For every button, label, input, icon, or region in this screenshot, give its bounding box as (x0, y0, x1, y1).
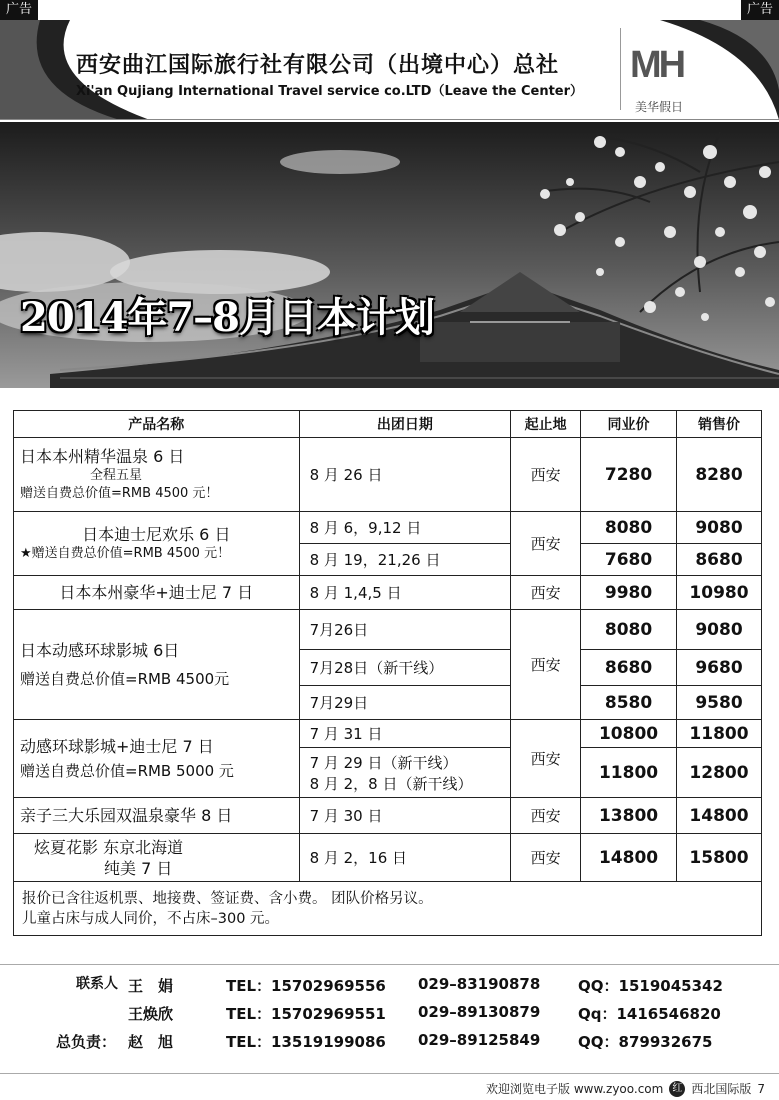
trade-price: 14800 (581, 834, 677, 882)
contact-row (0, 1031, 779, 1057)
logo-mh: MH (630, 44, 684, 86)
retail-price: 9080 (677, 512, 762, 544)
product-cell (14, 512, 300, 576)
price-table (13, 410, 762, 936)
table-row (14, 512, 762, 544)
company-name-en: Xi'an Qujiang International Travel service co.LTD（Leave the Center） (76, 84, 584, 99)
contact-name: 王焕欣 (128, 1005, 174, 1023)
retail-price: 9680 (677, 650, 762, 686)
qq-number: 1416546820 (616, 1005, 721, 1023)
contacts-section (0, 964, 779, 1074)
table-row (14, 438, 762, 512)
departure-city: 西安 (511, 834, 581, 882)
contact-phone: 029–89130879 (418, 1003, 541, 1021)
departure-city: 西安 (511, 576, 581, 610)
qq-label: QQ： (578, 977, 619, 995)
product-note: 赠送自费总价值=RMB 4500 元！ (20, 486, 219, 501)
logo-divider (620, 28, 621, 110)
table-row (14, 576, 762, 610)
company-name-cn: 西安曲江国际旅行社有限公司（出境中心）总社 (76, 53, 560, 78)
product-name: 日本本州精华温泉 6 日 (20, 447, 185, 466)
contact-name: 赵 旭 (128, 1033, 174, 1051)
ad-label-left: 广告 (0, 0, 38, 20)
retail-price: 9080 (677, 610, 762, 650)
retail-price: 11800 (677, 720, 762, 748)
contact-qq (578, 1031, 712, 1052)
departure-city: 西安 (511, 438, 581, 512)
product-cell (14, 438, 300, 512)
retail-price: 12800 (677, 748, 762, 798)
retail-price: 14800 (677, 798, 762, 834)
departure-city: 西安 (511, 798, 581, 834)
contact-row (0, 1003, 779, 1029)
contact-qq (578, 1003, 721, 1024)
trade-price: 11800 (581, 748, 677, 798)
header-trade-price: 同业价 (581, 411, 677, 438)
tel-label: TEL： (226, 977, 272, 995)
departure-date: 8 月 26 日 (299, 438, 511, 512)
table-row (14, 798, 762, 834)
contact-mobile (226, 1003, 386, 1024)
contact-mobile (226, 1031, 386, 1052)
table-row (14, 610, 762, 650)
product-cell (14, 610, 300, 720)
product-name: 纯美 7 日 (104, 858, 173, 878)
departure-date: 8 月 6，9,12 日 (299, 512, 511, 544)
departure-date: 7 月 31 日 (299, 720, 511, 748)
banner (0, 122, 779, 388)
header-product: 产品名称 (14, 411, 300, 438)
departure-city: 西安 (511, 610, 581, 720)
notes-cell (14, 882, 762, 936)
contact-phone: 029–89125849 (418, 1031, 541, 1049)
departure-date-cell (299, 748, 511, 798)
tel-label: TEL： (226, 1005, 272, 1023)
retail-price: 15800 (677, 834, 762, 882)
trade-price: 7280 (581, 438, 677, 512)
departure-date: 8 月 19，21,26 日 (299, 544, 511, 576)
footer-text: 欢迎浏览电子版 www.zyoo.com (486, 1082, 664, 1096)
trade-price: 9980 (581, 576, 677, 610)
product-note: 赠送自费总价值=RMB 5000 元 (20, 761, 234, 780)
footer-edition: 西北国际版 (691, 1082, 752, 1096)
page-number: 7 (757, 1081, 765, 1096)
price-note: 报价已含往返机票、地接费、签证费、含小费。 团队价格另议。 (22, 890, 433, 907)
retail-price: 10980 (677, 576, 762, 610)
qq-number: 1519045342 (618, 977, 723, 995)
departure-date: 7 月 30 日 (299, 798, 511, 834)
tel-label: TEL： (226, 1033, 272, 1051)
table-header-row (14, 411, 762, 438)
mobile-number: 15702969556 (271, 977, 386, 995)
product-note: ★赠送自费总价值=RMB 4500 元！ (20, 546, 231, 561)
table-notes-row (14, 882, 762, 936)
contact-name: 王 娟 (128, 977, 174, 995)
retail-price: 8280 (677, 438, 762, 512)
newspaper-badge-icon: 红 (669, 1081, 685, 1097)
logo-subtitle: 美华假日 (635, 100, 684, 114)
contact-phone: 029–83190878 (418, 975, 541, 993)
contact-row (0, 975, 779, 1001)
banner-title: 2014年7–8月日本计划 (20, 294, 434, 341)
departure-city: 西安 (511, 720, 581, 798)
departure-date: 8 月 2，16 日 (299, 834, 511, 882)
product-note: 赠送自费总价值=RMB 4500元 (20, 669, 230, 688)
qq-label: Qq： (578, 1005, 617, 1023)
contacts-label: 联系人 (76, 976, 118, 992)
departure-date: 8 月 2，8 日（新干线） (309, 774, 473, 793)
ad-label-right: 广告 (741, 0, 779, 20)
trade-price: 7680 (581, 544, 677, 576)
header-city: 起止地 (511, 411, 581, 438)
contact-mobile (226, 975, 386, 996)
child-note: 儿童占床与成人同价，不占床–300 元。 (22, 910, 280, 927)
trade-price: 10800 (581, 720, 677, 748)
header-date: 出团日期 (299, 411, 511, 438)
trade-price: 8580 (581, 686, 677, 720)
trade-price: 13800 (581, 798, 677, 834)
product-name: 炫夏花影 东京北海道 (34, 837, 184, 857)
product-name: 日本本州豪华+迪士尼 7 日 (14, 576, 300, 610)
header (0, 20, 779, 120)
trade-price: 8680 (581, 650, 677, 686)
product-cell (14, 834, 300, 882)
trade-price: 8080 (581, 512, 677, 544)
product-name: 亲子三大乐园双温泉豪华 8 日 (14, 798, 300, 834)
product-cell (14, 720, 300, 798)
qq-label: QQ： (578, 1033, 619, 1051)
header-retail-price: 销售价 (677, 411, 762, 438)
contact-role-label: 总负责： (56, 1033, 117, 1051)
product-name: 日本动感环球影城 6日 (20, 640, 180, 660)
departure-city: 西安 (511, 512, 581, 576)
table-row (14, 720, 762, 748)
banner-photo (0, 122, 779, 388)
mobile-number: 13519199086 (271, 1033, 386, 1051)
departure-date: 7月29日 (299, 686, 511, 720)
departure-date: 8 月 1,4,5 日 (299, 576, 511, 610)
departure-date: 7 月 29 日（新干线） (309, 753, 458, 772)
contact-qq (578, 975, 723, 996)
product-name: 动感环球影城+迪士尼 7 日 (20, 736, 214, 756)
retail-price: 9580 (677, 686, 762, 720)
product-note: 全程五星 (90, 468, 143, 483)
departure-date: 7月26日 (299, 610, 511, 650)
table-row (14, 834, 762, 882)
product-name: 日本迪士尼欢乐 6 日 (82, 525, 231, 544)
retail-price: 8680 (677, 544, 762, 576)
trade-price: 8080 (581, 610, 677, 650)
mobile-number: 15702969551 (271, 1005, 386, 1023)
departure-date: 7月28日（新干线） (299, 650, 511, 686)
qq-number: 879932675 (618, 1033, 713, 1051)
page-footer (486, 1080, 765, 1097)
